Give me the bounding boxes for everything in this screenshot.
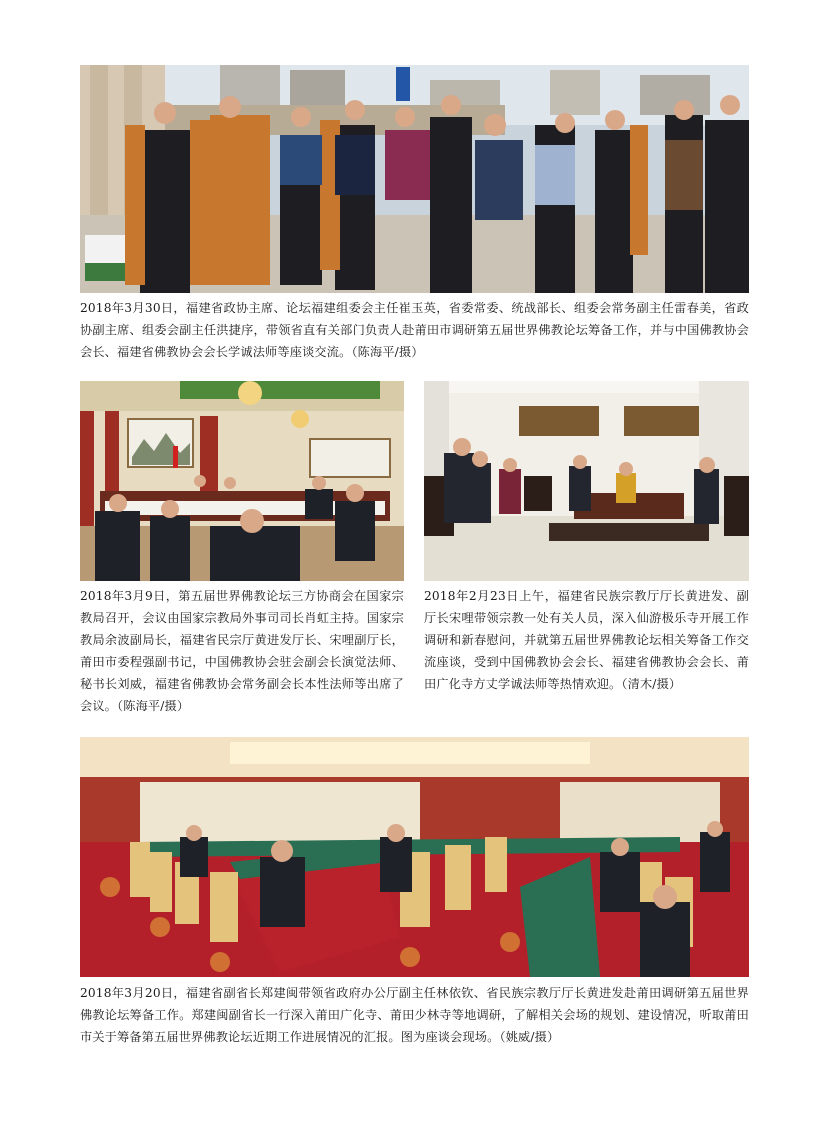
caption-temple-visit: 2018年2月23日上午，福建省民族宗教厅厅长黄进发、副厅长宋哩带领宗教一处有关人员，深入仙游极乐寺开展工作调研和新春慰问，并就第五届世界佛教论坛相关筹备工作交流座谈，受到中国佛教协会会长、福建省佛教协会会长、莆田广化寺方丈学诚法师等热情欢迎。（清木/摄）	[424, 589, 749, 691]
caption-symposium: 2018年3月20日，福建省副省长郑建闽带领省政府办公厅副主任林依钦、省民族宗教厅厅长黄进发赴莆田调研第五届世界佛教论坛筹备工作。郑建闽副省长一行深入莆田广化寺、莆田少林寺等地调研，了解相关会场的规划、建设情况，听取莆田市关于筹备第五届世界佛教论坛近期工作进展情况的汇报。图为座谈会现场。（姚威/摄）	[80, 986, 749, 1044]
photo-temple-visit	[424, 381, 749, 581]
photo-symposium	[80, 737, 749, 977]
photo-site-visit	[80, 65, 749, 293]
caption-tripartite-meeting: 2018年3月9日，第五届世界佛教论坛三方协商会在国家宗教局召开，会议由国家宗教局外事司司长肖虹主持。国家宗教局余波副局长，福建省民宗厅黄进发厅长、宋哩副厅长，莆田市委程强副书记，中国佛教协会驻会副会长演觉法师、秘书长刘威，福建省佛教协会常务副会长本性法师等出席了会议。（陈海平/摄）	[80, 589, 404, 713]
caption-site-visit: 2018年3月30日，福建省政协主席、论坛福建组委会主任崔玉英，省委常委、统战部长、组委会常务副主任雷春美，省政协副主席、组委会副主任洪捷序，带领省直有关部门负责人赴莆田市调研第五届世界佛教论坛筹备工作，并与中国佛教协会会长、福建省佛教协会会长学诚法师等座谈交流。（陈海平/摄）	[80, 301, 749, 359]
photo-tripartite-meeting	[80, 381, 404, 581]
